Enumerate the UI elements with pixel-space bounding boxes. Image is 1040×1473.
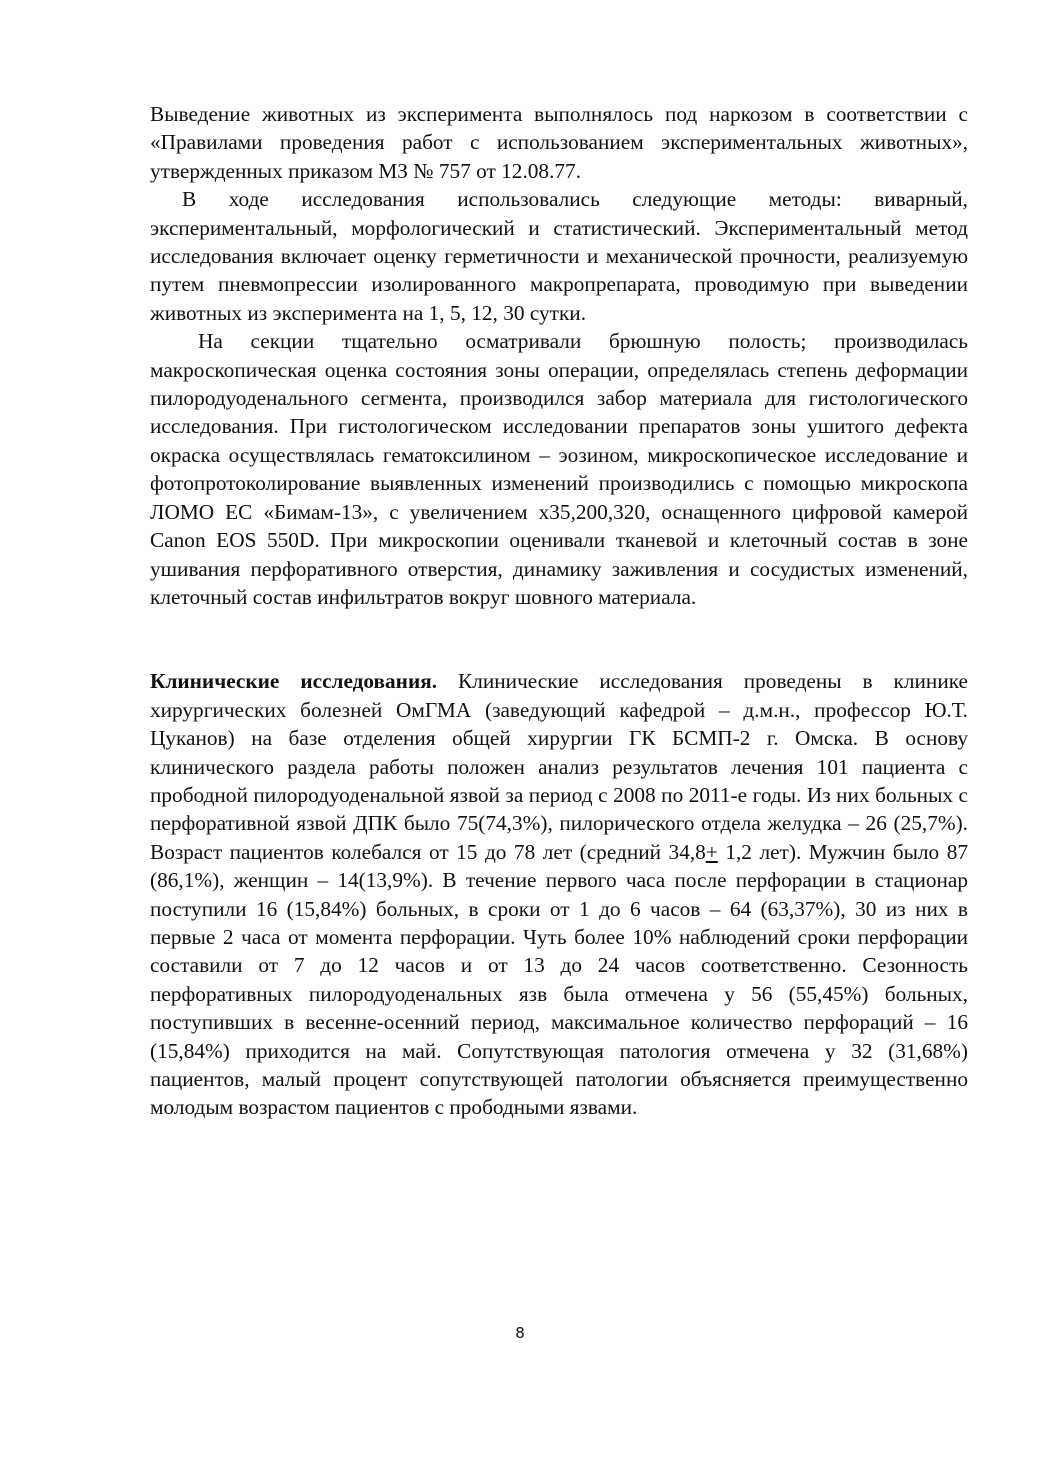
paragraph-research-methods: В ходе исследования использовались следующие методы: виварный, экспериментальный, морфологический и статистический. Экспериментальный метод исследования включает оценку герметичности и механической прочности, реализуемую путем пневмопрессии изолированного макропрепарата, проводимую при выведении животных из эксперимента на 1, 5, 12, 30 сутки. [150,187,968,325]
plus-minus-sign: + [705,839,718,864]
section-spacer [150,611,968,667]
paragraph-clinical-studies [150,667,968,1122]
paragraph-animal-withdrawal: Выведение животных из эксперимента выполнялось под наркозом в соответствии с «Правилами проведения работ с использованием экспериментальных животных», утвержденных приказом МЗ № 757 от 12.08.77. [150,102,968,183]
clinical-text-part-b: 1,2 лет). Мужчин было 87 (86,1%), женщин – 14(13,9%). В течение первого часа после перфорации в стационар поступили 16 (15,84%) больных, в сроки от 1 до 6 часов – 64 (63,37%), 30 из них в первые 2 часа от момента перфорации. Чуть более 10% наблюдений сроки перфорации составили от 7 до 12 часов и от 13 до 24 часов соответственно. Сезонность перфоративных пилородуоденальных язв была отмечена у 56 (55,45%) больных, поступивших в весенне-осенний период, максимальное количество перфораций – 16 (15,84%) приходится на май. Сопутствующая патология отмечена у 32 (31,68%) пациентов, малый процент сопутствующей патологии объясняется преимущественно молодым возрастом пациентов с прободными язвами. [150,839,968,1120]
document-body [150,100,968,1122]
clinical-text-part-a: Клинические исследования проведены в клинике хирургических болезней ОмГМА (заведующий кафедрой – д.м.н., профессор Ю.Т. Цуканов) на базе отделения общей хирургии ГК БСМП-2 г. Омска. В основу клинического раздела работы положен анализ результатов лечения 101 пациента с прободной пилородуоденальной язвой за период с 2008 по 2011-е годы. Из них больных с перфоративной язвой ДПК было 75(74,3%), пилорического отдела желудка – 26 (25,7%). Возраст пациентов колебался от 15 до 78 лет (средний 34,8 [150,669,968,864]
section-title-clinical: Клинические исследования. [150,669,438,694]
page-number: 8 [515,1324,525,1342]
paragraph-autopsy-histology: На секции тщательно осматривали брюшную полость; производилась макроскопическая оценка состояния зоны операции, определялась степень деформации пилородуоденального сегмента, производился забор материала для гистологического исследования. При гистологическом исследовании препаратов зоны ушитого дефекта окраска осуществлялась гематоксилином – эозином, микроскопическое исследование и фотопротоколирование выявленных изменений производились с помощью микроскопа ЛОМО ЕС «Бимам-13», с увеличением х35,200,320, оснащенного цифровой камерой Canon EOS 550D. При микроскопии оценивали тканевой и клеточный состав в зоне ушивания перфоративного отверстия, динамику заживления и сосудистых изменений, клеточный состав инфильтратов вокруг шовного материала. [150,329,968,609]
